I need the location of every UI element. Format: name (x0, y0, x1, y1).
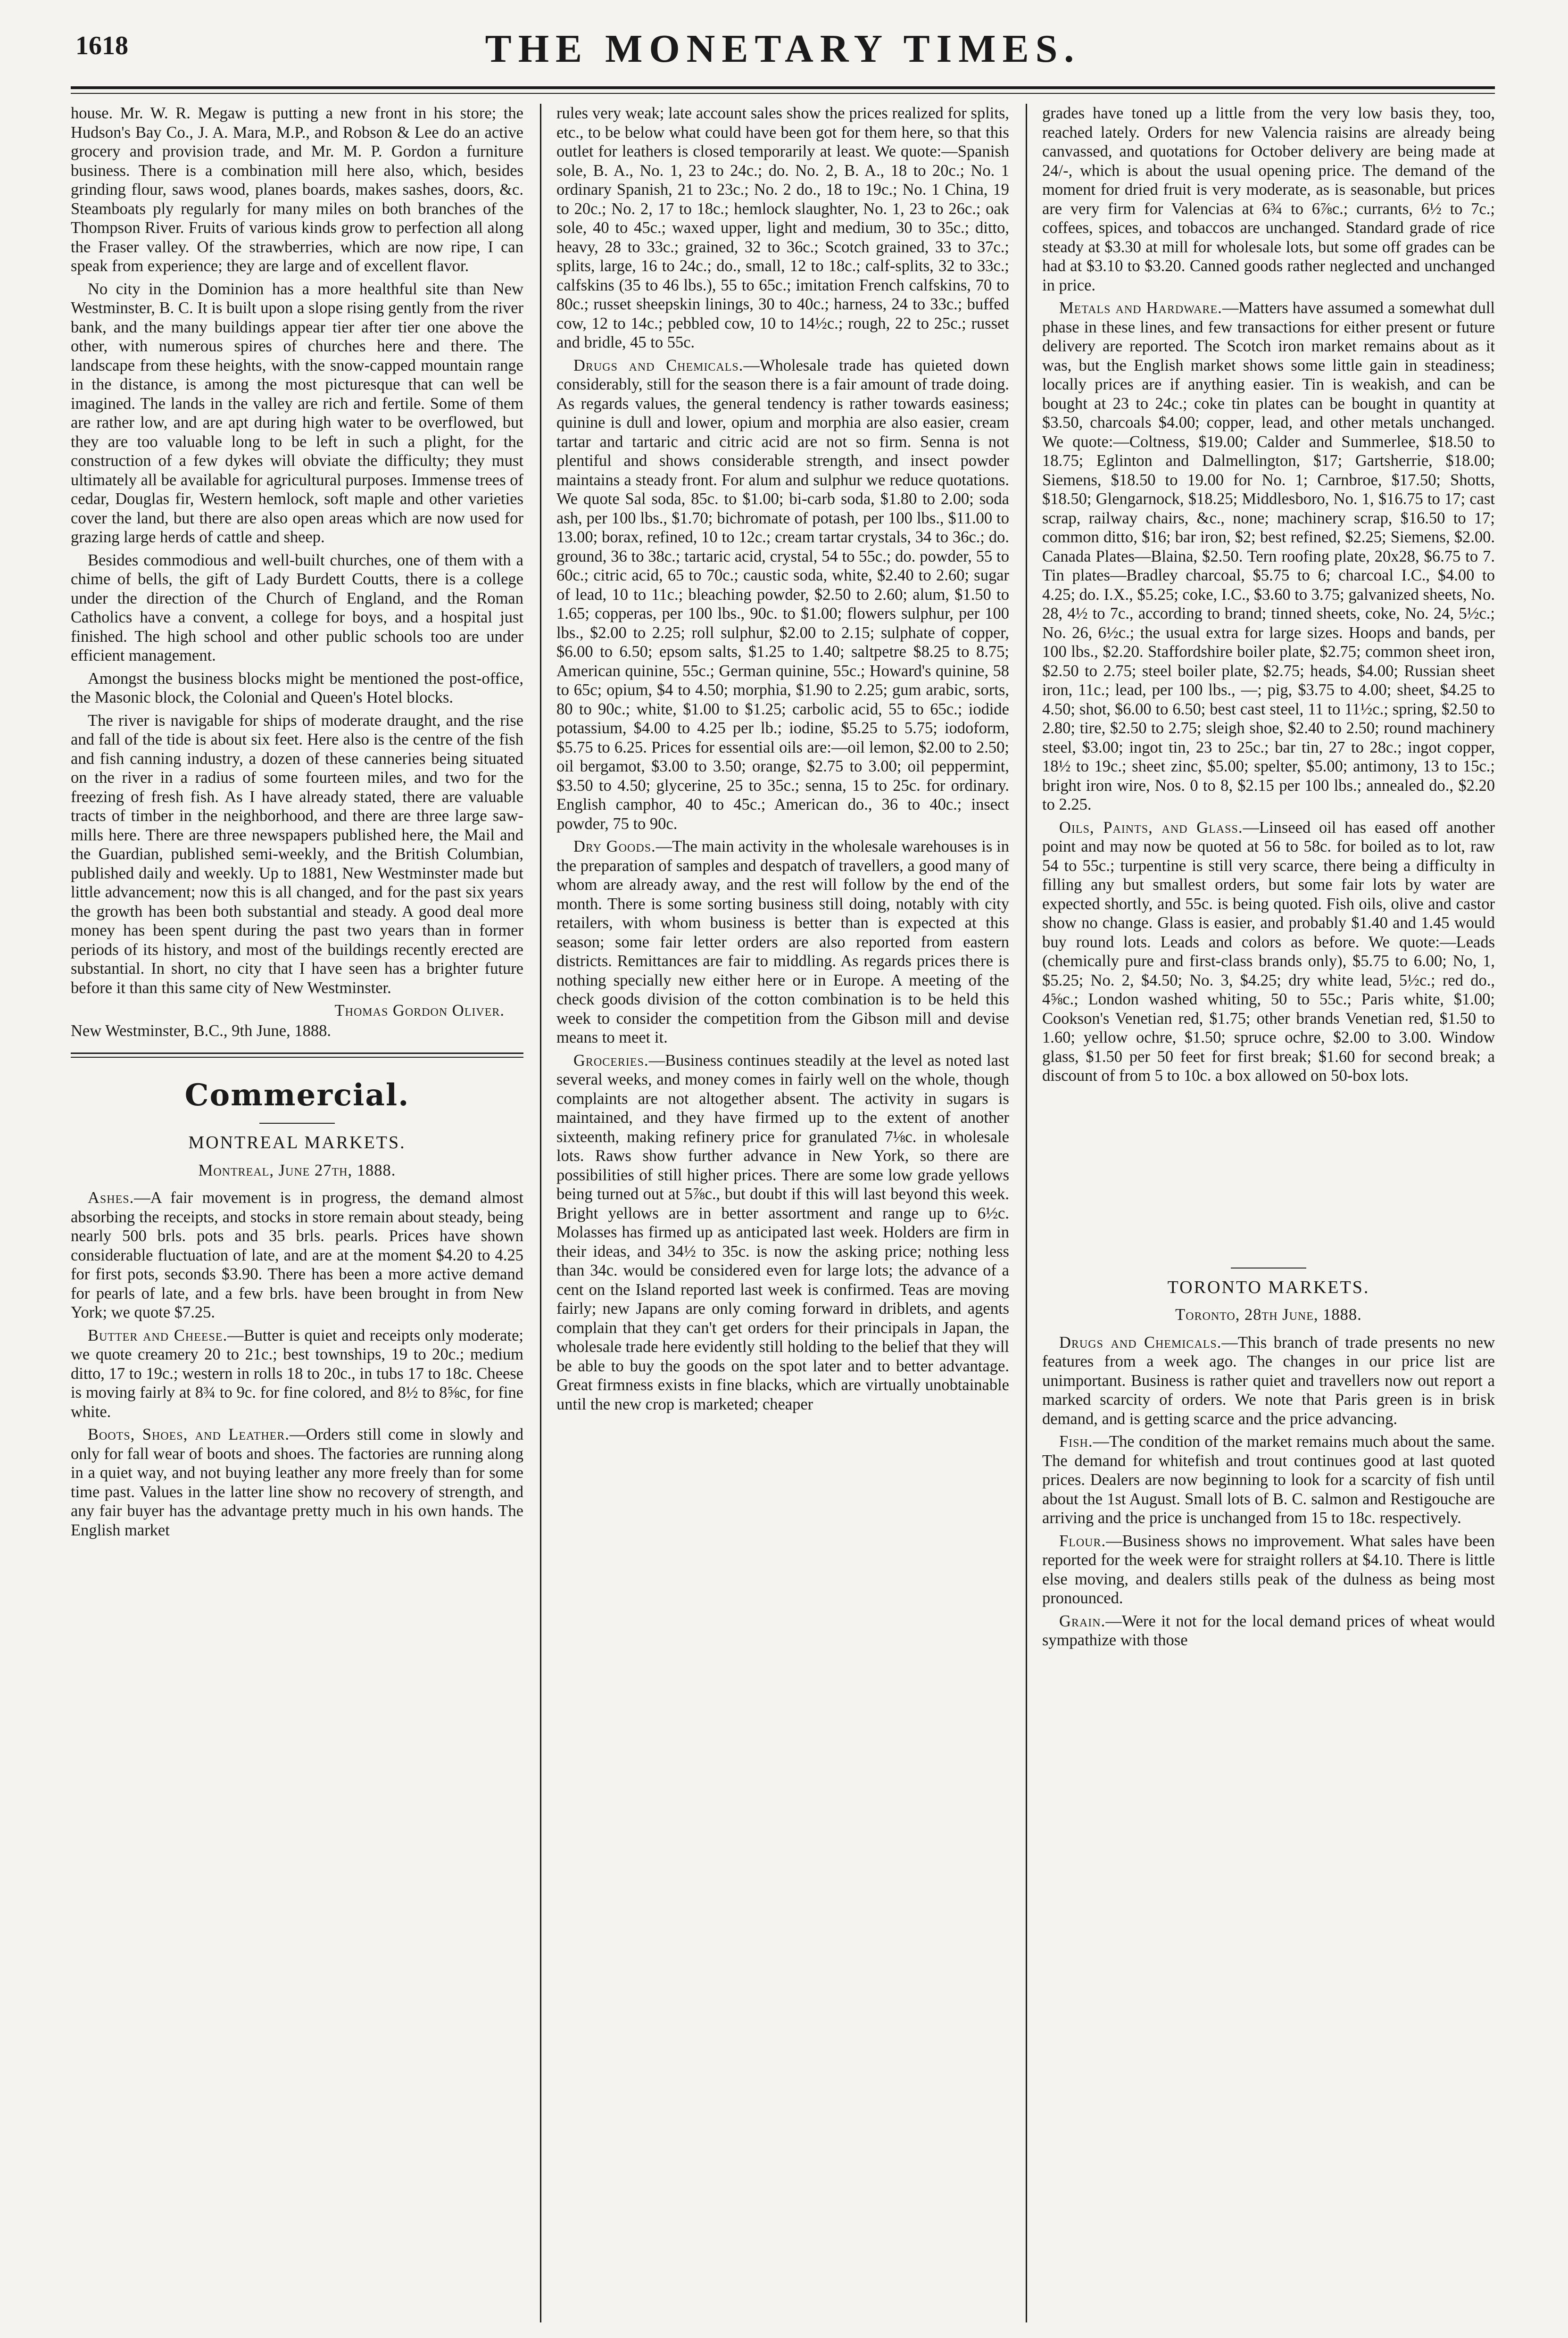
item-head: Grain. (1059, 1612, 1106, 1630)
column-2 (556, 104, 1009, 2322)
toronto-date: Toronto, 28th June, 1888. (1175, 1306, 1362, 1324)
page-number: 1618 (75, 31, 128, 60)
page-header (71, 26, 1495, 83)
market-item (1042, 818, 1495, 1086)
item-body: —Wholesale trade has quieted down considerably, still for the season there is a fair amount of trade doing. As regards values, the general tendency is rather towards easiness; quinine is dull and lower, opium and morphia are also easier, cream tartar and tartaric and citric acid are not so firm. Senna is not plentiful and shows considerable strength, and insect powder maintains a steady front. For alum and sulphur we reduce quotations. We quote Sal soda, 85c. to $1.00; bi-carb soda, $1.80 to 2.00; soda ash, per 100 lbs., $1.70; bichromate of potash, per 100 lbs., $11.00 to 13.00; borax, refined, 10 to 12c.; cream tartar crystals, 34 to 36c.; do. ground, 36 to 38c.; tartaric acid, crystal, 54 to 55c.; do. powder, 55 to 60c.; citric acid, 65 to 70c.; caustic soda, white, $2.40 to 2.60; sugar of lead, 10 to 11c.; bleaching powder, $2.50 to 2.60; alum, $1.50 to 1.65; copperas, per 100 lbs., 90c. to $1.00; flowers sulphur, per 100 lbs., $2.00 to 2.25; roll sulphur, $2.00 to 2.15; sulphate of copper, $6.00 to 6.50; epsom salts, $1.25 to 1.40; saltpetre $8.25 to 8.75; American quinine, 55c.; German quinine, 55c.; Howard's quinine, 58 to 65c; opium, $4 to 4.50; morphia, $1.90 to 2.25; gum arabic, sorts, 80 to 90c.; white, $1.00 to $1.25; carbolic acid, 55 to 65c.; iodide potassium, $4.00 to 4.25 per lb.; iodine, $5.25 to 5.75; iodoform, $5.75 to 6.25. Prices for essential oils are:—oil lemon, $2.00 to 2.50; oil bergamot, $3.00 to 3.50; orange, $2.75 to 3.00; oil peppermint, $3.50 to 4.50; glycerine, 25 to 35c.; senna, 15 to 25c. for ordinary. English camphor, 40 to 45c.; American do., 36 to 40c.; insect powder, 75 to 90c. (556, 356, 1009, 833)
item-head: Fish. (1059, 1433, 1093, 1451)
item-body: —This branch of trade presents no new features from a week ago. The changes in our price list are unimportant. Business is rather quiet and travellers now out report a marked scarcity of orders. We note that Paris green is in brisk demand, and is getting scarce and the price advancing. (1042, 1333, 1495, 1428)
market-item (1042, 1333, 1495, 1429)
item-body: —Business continues steadily at the level as noted last several weeks, and money comes in fairly well on the whole, though complaints are not altogether absent. The activity in sugars is maintained, and they have firmed up to the extent of another sixteenth, making refinery price for granulated 7⅛c. in wholesale lots. Raws show further advance in New York, so there are possibilities of still higher prices. There are some low grade yellows being turned out at 5⅞c., but doubt if this will last beyond this week. Bright yellows are in better assortment and range up to 6½c. Molasses has firmed up as anticipated last week. Holders are firm in their ideas, and 34½ to 35c. is now the asking price; nothing less than 34c. would be considered even for large lots; the advance of a cent on the Island reported last week is confirmed. Teas are moving fairly; new Japans are only coming forward in driblets, and agents complain that they can't get orders for their principals in Japan, the wholesale trade here evidently still holding to the belief that they will be able to buy the goods on the spot later and to better advantage. Great firmness exists in fine blacks, which are virtually unobtainable until the new crop is marketed; cheaper (556, 1051, 1009, 1413)
item-head: Groceries. (573, 1051, 649, 1070)
column-divider (540, 104, 541, 2322)
market-item (556, 837, 1009, 1047)
item-head: Drugs and Chemicals. (1059, 1333, 1222, 1351)
market-item (1042, 1612, 1495, 1650)
header-rule-thin (71, 93, 1495, 94)
column-divider (1026, 104, 1027, 2322)
paragraph: house. Mr. W. R. Megaw is putting a new front in his store; the Hudson's Bay Co., J. A. Mara, M.P., and Robson & Lee do an active grocery and provision trade, and Mr. M. P. Gordon a furniture business. There is a combination mill here also, which, besides grinding flour, saws wood, planes boards, makes sashes, doors, &c. Steamboats ply regularly for many miles on both branches of the Thompson River. Fruits of various kinds grow to perfection all along the Fraser valley. Of the strawberries, which are now ripe, I can speak from experience; they are large and of excellent flavor. (71, 104, 523, 275)
item-head: Drugs and Chemicals. (573, 356, 744, 374)
letter-dateline: New Westminster, B.C., 9th June, 1888. (71, 1021, 331, 1040)
market-item (71, 1326, 523, 1422)
toronto-heading: TORONTO MARKETS. (1167, 1277, 1370, 1297)
item-head: Metals and Hardware. (1059, 299, 1222, 317)
paragraph: The river is navigable for ships of moderate draught, and the rise and fall of the tide is about six feet. Here also is the centre of the fish and fish canning industry, a dozen of these canneries being situated on the river in a radius of some fourteen miles, and two for the freezing of fresh fish. As I have already stated, there are valuable tracts of timber in the neighborhood, and there are three large saw-mills here. There are three newspapers published here, the Mail and the Guardian, published semi-weekly, and the British Columbian, published daily and weekly. Up to 1881, New Westminster made but little advancement; now this is all changed, and for the past six years the growth has been both substantial and steady. A good deal more money has been spent during the past two years than in former periods of its history, and most of the buildings recently erected are substantial. In short, no city that I have seen has a brighter future before it than this same city of New Westminster. (71, 711, 523, 997)
item-body: —Butter is quiet and receipts only moderate; we quote creamery 20 to 21c.; best townships, 19 to 20c.; medium ditto, 17 to 19c.; western in rolls 18 to 20c., in tubs 17 to 18c. Cheese is moving fairly at 8¾ to 9c. for fine colored, and 8½ to 8⅝c, for fine white. (71, 1326, 523, 1421)
paragraph: No city in the Dominion has a more healthful site than New Westminster, B. C. It is built upon a slope rising gently from the river bank, and the many buildings appear tier after tier one above the other, with numerous spires of churches here and there. The landscape from these heights, with the snow-capped mountain range in the distance, is among the most picturesque that can well be imagined. The lands in the valley are rich and fertile. Some of them are rather low, and are apt during high water to be overflowed, but they are too valuable long to be left in such a plight, for the construction of a few dykes will obviate the difficulty; they must ultimately all be available for agricultural purposes. Immense trees of cedar, Douglas fir, Western hemlock, soft maple and other varieties cover the land, but there are also open areas which are now used for grazing large herds of cattle and sheep. (71, 280, 523, 546)
market-item (1042, 298, 1495, 814)
header-rule-thick (71, 86, 1495, 89)
item-head: Oils, Paints, and Glass. (1059, 818, 1243, 837)
section-rule (71, 1053, 523, 1054)
market-item (556, 1051, 1009, 1414)
markets-heading: MONTREAL MARKETS. (188, 1133, 406, 1152)
columns (71, 104, 1495, 2322)
masthead-title: THE MONETARY TIMES. (485, 27, 1081, 71)
newspaper-page (71, 26, 1495, 2322)
market-item (71, 1425, 523, 1540)
column-1 (71, 104, 523, 2322)
item-body: —Business shows no improvement. What sales have been reported for the week were for straight rollers at $4.10. There is little else moving, and dealers stills peak of the dulness as being most pronounced. (1042, 1532, 1495, 1607)
market-item (1042, 1432, 1495, 1528)
item-body: —A fair movement is in progress, the demand almost absorbing the receipts, and stocks in store remain about steady, being nearly 500 brls. pots and 35 brls. pearls. Prices have shown considerable fluctuation of late, and are at the moment $4.20 to 4.25 for first pots, seconds $3.90. There has been a more active demand for pearls of late, and a few brls. have been brought in from New York; we quote $7.25. (71, 1189, 523, 1321)
item-body: —Linseed oil has eased off another point and may now be quoted at 56 to 58c. for boiled as to lot, raw 54 to 55c.; turpentine is still very scarce, there being a difficulty in filling any but smallest orders, but some fair lots by water are expected shortly, and 55c. is being quoted. Fish oils, olive and castor show no change. Glass is easier, and probably $1.40 and 1.45 would buy round lots. Leads and colors as before. We quote:—Leads (chemically pure and first-class brands only), $5.75 to 6.00; No, 1, $5.25; No. 2, $4.50; No. 3, $4.25; dry white lead, 5½c.; red do., 4⅝c.; London washed whiting, 50 to 55c.; Paris white, $1.00; Cookson's Venetian red, $1.75; other brands Venetian red, $1.50 to 1.60; yellow ochre, $1.50; spruce ochre, $2.00 to 3.00. Window glass, $1.50 per 50 feet for first break; $1.60 for second break; a discount of from 5 to 10c. a box allowed on 50-box lots. (1042, 818, 1495, 1085)
section-title: Commercial. (184, 1078, 410, 1113)
market-item (556, 356, 1009, 834)
item-body: —Matters have assumed a somewhat dull phase in these lines, and few transactions for either present or future delivery are reported. The Scotch iron market remains about as it was, but the English market shows some little gain in steadiness; locally prices are if anything easier. Tin is weakish, and can be bought at 23 to 24c.; coke tin plates can be bought in quantity at $3.50, charcoals $4.00; copper, lead, and other metals unchanged. We quote:—Coltness, $19.00; Calder and Summerlee, $18.50 to 18.75; Eglinton and Dalmellington, $17; Gartsherrie, $18.00; Siemens, $18.50 to 19.00 for No. 1; Carnbroe, $17.50; Shotts, $18.50; Glengarnock, $18.25; Middlesboro, No. 1, $16.75 to 17; cast scrap, railway chairs, &c., none; machinery scrap, $16.50 to 17; common ditto, $16; bar iron, $2; best refined, $2.25; Siemens, $2.00. Canada Plates—Blaina, $2.50. Tern roofing plate, 20x28, $6.75 to 7. Tin plates—Bradley charcoal, $5.75 to 6; charcoal I.C., $4.00 to 4.25; do. I.X., $5.25; coke, I.C., $3.60 to 3.75; galvanized sheets, No. 28, 4½ to 7c., according to brand; tinned sheets, coke, No. 24, 5½c.; No. 26, 6½c.; the usual extra for large sizes. Hoops and bands, per 100 lbs., $2.20. Staffordshire boiler plate, $2.75; common sheet iron, $2.50 to 2.75; steel boiler plate, $2.75; heads, $4.00; Russian sheet iron, 11c.; lead, per 100 lbs., —; pig, $3.75 to 4.00; sheet, $4.25 to 4.50; shot, $6.00 to 6.50; best cast steel, 11 to 11½c.; spring, $2.50 to 2.80; tire, $2.50 to 2.75; sleigh shoe, $2.40 to 2.50; round machinery steel, $3.00; ingot tin, 23 to 25c.; bar tin, 27 to 28c.; ingot copper, 18½ to 19c.; sheet zinc, $5.00; spelter, $5.00; antimony, 13 to 15c.; bright iron wire, Nos. 0 to 8, $2.15 per 100 lbs.; annealed do., $2.20 to 2.25. (1042, 299, 1495, 813)
section-rule (71, 1057, 523, 1058)
item-head: Ashes. (88, 1189, 134, 1207)
blank-space (1042, 1089, 1495, 1259)
item-body: —Were it not for the local demand prices of wheat would sympathize with those (1042, 1612, 1495, 1649)
paragraph: rules very weak; late account sales show the prices realized for splits, etc., to be below what could have been got for them here, so that this outlet for leathers is closed temporarily at least. We quote:—Spanish sole, B. A., No. 1, 23 to 24c.; do. No. 2, B. A., 18 to 20c.; No. 1 ordinary Spanish, 21 to 23c.; No. 2 do., 18 to 19c.; No. 1 China, 19 to 20c.; No. 2, 17 to 18c.; hemlock slaughter, No. 1, 23 to 26c.; oak sole, 40 to 45c.; waxed upper, light and medium, 30 to 35c.; ditto, heavy, 28 to 33c.; grained, 32 to 36c.; Scotch grained, 33 to 37c.; splits, large, 16 to 24c.; do., small, 12 to 18c.; calf-splits, 32 to 33c.; calfskins (35 to 46 lbs.), 55 to 65c.; imitation French calfskins, 70 to 80c.; russet sheepskin linings, 30 to 40c.; harness, 24 to 33c.; buffed cow, 12 to 14c.; pebbled cow, 10 to 14½c.; rough, 22 to 25c.; russet and bridle, 45 to 55c. (556, 104, 1009, 351)
item-head: Flour. (1059, 1532, 1106, 1550)
item-body: —The main activity in the wholesale warehouses is in the preparation of samples and despatch of travellers, a good many of whom are already away, and the rest will follow by the end of the month. There is some sorting business still doing, notably with city retailers, with whom business is better than is expected at this season; some fair letter orders are also reported from eastern districts. Remittances are fair to middling. As regards prices there is nothing specially new either here or in Europe. A meeting of the check goods division of the cotton combination is to be held this week to consider the competition from the Gibson mill and devise means to meet it. (556, 837, 1009, 1046)
item-head: Butter and Cheese. (88, 1326, 228, 1344)
market-item (71, 1188, 523, 1322)
author-signature: Thomas Gordon Oliver. (334, 1002, 505, 1020)
markets-date: Montreal, June 27th, 1888. (198, 1161, 396, 1179)
item-head: Dry Goods. (573, 837, 656, 855)
paragraph: Besides commodious and well-built churches, one of them with a chime of bells, the gift of Lady Burdett Coutts, there is a college under the direction of the Church of England, and the Roman Catholics have a convent, a college for boys, and a hospital just finished. The high school and other public schools too are under efficient management. (71, 551, 523, 664)
paragraph: Amongst the business blocks might be mentioned the post-office, the Masonic block, the Colonial and Queen's Hotel blocks. (71, 669, 523, 706)
paragraph: grades have toned up a little from the very low basis they, too, reached lately. Orders for new Valencia raisins are already being canvassed, and quotations for October delivery are being made at 24/-, which is about the usual opening price. The demand of the moment for dried fruit is very moderate, as is seasonable, but prices are very firm for Valencias at 6¾ to 6⅞c.; currants, 6½ to 7c.; coffees, spices, and tobaccos are unchanged. Standard grade of rice steady at $3.30 at mill for wholesale lots, but some off grades can be had at $3.10 to $3.20. Canned goods rather neglected and unchanged in price. (1042, 104, 1495, 294)
item-body: —The condition of the market remains much about the same. The demand for whitefish and trout continues good at last quoted prices. Dealers are now beginning to look for a scarcity of fish until about the 1st August. Small lots of B. C. salmon and Restigouche are arriving and the price is unchanged from 15 to 18c. respectively. (1042, 1433, 1495, 1527)
market-item (1042, 1532, 1495, 1608)
item-head: Boots, Shoes, and Leather. (88, 1426, 290, 1443)
item-body: —Orders still come in slowly and only for fall wear of boots and shoes. The factories are running along in a quiet way, and not buying leather any more freely than for some time past. Values in the latter line show no recovery of strength, and any fair buyer has the advantage pretty much in his own hands. The English market (71, 1426, 523, 1539)
short-rule (259, 1123, 335, 1124)
column-3 (1042, 104, 1495, 2322)
